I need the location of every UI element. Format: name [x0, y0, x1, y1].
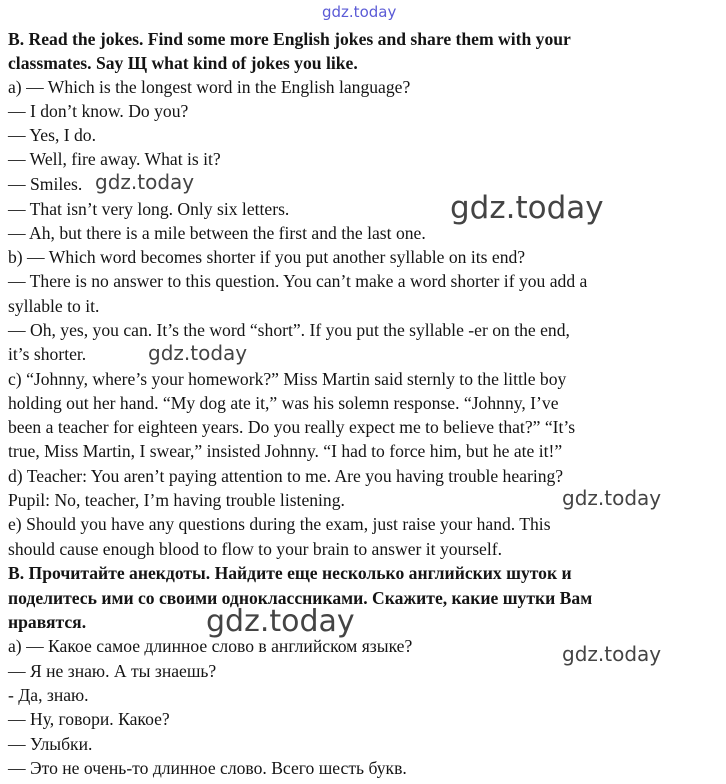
joke-c-line-2: holding out her hand. “My dog ate it,” was his solemn response. “Johnny, I’ve — [8, 393, 559, 413]
ru-joke-a-line-3: - Да, знаю. — [8, 685, 89, 705]
watermark-overlay: gdz.today — [450, 190, 604, 226]
joke-a-line-7: — Ah, but there is a mile between the first and the last one. — [8, 223, 426, 243]
watermark-overlay: gdz.today — [562, 642, 662, 666]
russian-heading-line-1: В. Прочитайте анекдоты. Найдите еще несколько английских шуток и — [8, 563, 572, 583]
watermark-overlay: gdz.today — [95, 170, 195, 194]
watermark-top: gdz.today — [322, 3, 397, 21]
joke-a-line-3: — Yes, I do. — [8, 125, 96, 145]
watermark-overlay: gdz.today — [562, 486, 662, 510]
joke-a-line-4: — Well, fire away. What is it? — [8, 149, 221, 169]
joke-a-line-2: — I don’t know. Do you? — [8, 101, 189, 121]
joke-a-line-6: — That isn’t very long. Only six letters. — [8, 199, 290, 219]
ru-joke-a-line-1: а) — Какое самое длинное слово в английском языке? — [8, 636, 413, 656]
joke-d-line-1: d) Teacher: You aren’t paying attention to me. Are you having trouble hearing? — [8, 466, 564, 486]
ru-joke-a-line-6: — Это не очень-то длинное слово. Всего шесть букв. — [8, 758, 407, 778]
watermark-overlay: gdz.today — [148, 341, 248, 365]
joke-b-line-1: b) — Which word becomes shorter if you put another syllable on its end? — [8, 247, 526, 267]
ru-joke-a-line-2: — Я не знаю. А ты знаешь? — [8, 661, 217, 681]
joke-a-line-1: a) — Which is the longest word in the English language? — [8, 77, 411, 97]
joke-b-line-5: it’s shorter. — [8, 344, 87, 364]
ru-joke-a-line-4: — Ну, говори. Какое? — [8, 709, 170, 729]
joke-e-line-1: e) Should you have any questions during the exam, just raise your hand. This — [8, 514, 551, 534]
joke-b-line-4: — Oh, yes, you can. It’s the word “short”. If you put the syllable -er on the end, — [8, 320, 570, 340]
ru-joke-a-line-5: — Улыбки. — [8, 734, 93, 754]
joke-d-line-2: Pupil: No, teacher, I’m having trouble listening. — [8, 490, 345, 510]
joke-e-line-2: should cause enough blood to flow to your brain to answer it yourself. — [8, 539, 502, 559]
russian-heading-line-2: поделитесь ими со своими одноклассниками. Скажите, какие шутки Вам — [8, 588, 593, 608]
joke-c-line-3: been a teacher for eighteen years. Do you really expect me to believe that?” “It’s — [8, 417, 576, 437]
watermark-overlay: gdz.today — [206, 604, 355, 639]
english-heading-line-1: B. Read the jokes. Find some more English jokes and share them with your — [8, 29, 571, 49]
joke-a-line-5: — Smiles. — [8, 174, 83, 194]
english-heading-line-2: classmates. Say Щ what kind of jokes you like. — [8, 53, 358, 73]
russian-heading-line-3: нравятся. — [8, 612, 87, 632]
joke-c-line-4: true, Miss Martin, I swear,” insisted Johnny. “I had to force him, but he ate it!” — [8, 441, 563, 461]
joke-c-line-1: c) “Johnny, where’s your homework?” Miss Martin said sternly to the little boy — [8, 369, 567, 389]
joke-b-line-2: — There is no answer to this question. You can’t make a word shorter if you add a — [8, 271, 588, 291]
joke-b-line-3: syllable to it. — [8, 296, 100, 316]
